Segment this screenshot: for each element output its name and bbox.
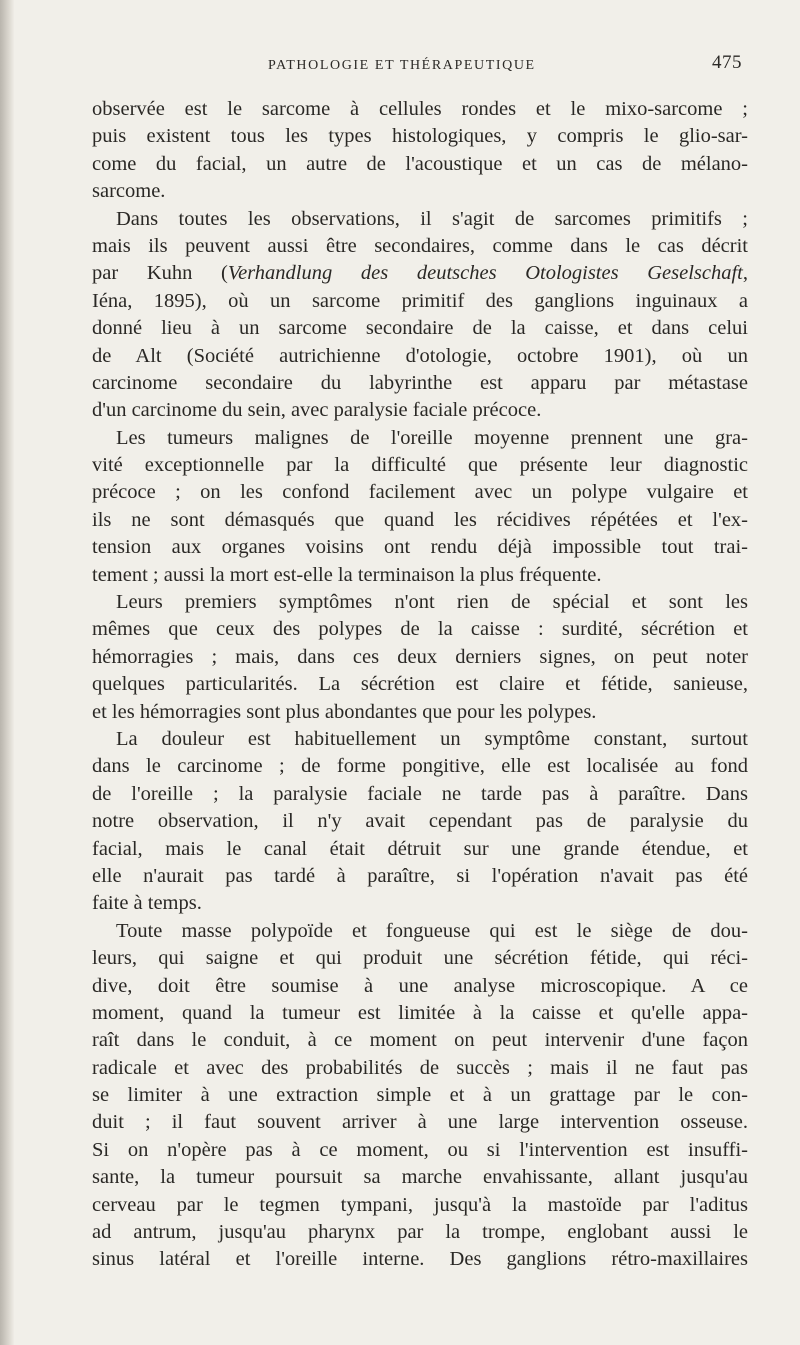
text-line: sante, la tumeur poursuit sa marche envahissante, allant jusqu'au: [92, 1166, 748, 1189]
text-line: et les hémorragies sont plus abondantes que pour les polypes.: [92, 700, 597, 723]
text-line: de Alt (Société autrichienne d'otologie, octobre 1901), où un: [92, 344, 748, 367]
text-line: donné lieu à un sarcome secondaire de la caisse, et dans celui: [92, 317, 748, 340]
text-line: Les tumeurs malignes de l'oreille moyenne prennent une gra-: [116, 426, 748, 449]
body-text: [92, 96, 748, 1274]
text-line: sinus latéral et l'oreille interne. Des ganglions rétro-maxillaires: [92, 1248, 748, 1271]
text-line: d'un carcinome du sein, avec paralysie faciale précoce.: [92, 399, 542, 422]
text-line: précoce ; on les confond facilement avec un polype vulgaire et: [92, 481, 748, 504]
text-line: Iéna, 1895), où un sarcome primitif des ganglions inguinaux a: [92, 289, 748, 312]
text-line: La douleur est habituellement un symptôme constant, surtout: [116, 727, 748, 750]
text-line: Toute masse polypoïde et fongueuse qui est le siège de dou-: [116, 919, 748, 942]
text-line: dans le carcinome ; de forme pongitive, elle est localisée au fond: [92, 755, 748, 778]
text-line: tement ; aussi la mort est-elle la terminaison la plus fréquente.: [92, 563, 602, 586]
text-line: come du facial, un autre de l'acoustique et un cas de mélano-: [92, 152, 748, 175]
text-line: puis existent tous les types histologiques, y compris le glio-sar-: [92, 125, 748, 148]
text-line: se limiter à une extraction simple et à un grattage par le con-: [92, 1084, 748, 1107]
text-line: duit ; il faut souvent arriver à une large intervention osseuse.: [92, 1111, 748, 1134]
running-title: PATHOLOGIE ET THÉRAPEUTIQUE: [268, 58, 536, 73]
text-line: observée est le sarcome à cellules rondes et le mixo-sarcome ;: [92, 98, 748, 120]
text-line: Si on n'opère pas à ce moment, ou si l'intervention est insuffi-: [92, 1138, 748, 1161]
text-line: dive, doit être soumise à une analyse microscopique. A ce: [92, 974, 748, 997]
running-header: [0, 52, 800, 82]
text-line: ils ne sont démasqués que quand les récidives répétées et l'ex-: [92, 508, 748, 531]
text-line: hémorragies ; mais, dans ces deux derniers signes, on peut noter: [92, 645, 748, 668]
text-line: facial, mais le canal était détruit sur une grande étendue, et: [92, 837, 748, 860]
text-line: mais ils peuvent aussi être secondaires, comme dans le cas décrit: [92, 234, 748, 257]
text-line: mêmes que ceux des polypes de la caisse : surdité, sécrétion et: [92, 618, 748, 641]
text-line: vité exceptionnelle par la difficulté que présente leur diagnostic: [92, 454, 748, 477]
text-line: faite à temps.: [92, 892, 202, 915]
text-line: sarcome.: [92, 180, 166, 203]
text-line: elle n'aurait pas tardé à paraître, si l'opération n'avait pas été: [92, 864, 748, 887]
text-line: quelques particularités. La sécrétion est claire et fétide, sanieuse,: [92, 673, 748, 696]
text-line: ad antrum, jusqu'au pharynx par la trompe, englobant aussi le: [92, 1221, 748, 1244]
text-line: radicale et avec des probabilités de succès ; mais il ne faut pas: [92, 1056, 748, 1079]
text-line: cerveau par le tegmen tympani, jusqu'à la mastoïde par l'aditus: [92, 1193, 748, 1216]
text-line: carcinome secondaire du labyrinthe est apparu par métastase: [92, 371, 748, 394]
text-line: par Kuhn (Verhandlung des deutsches Otologistes Geselschaft,: [92, 262, 748, 285]
text-line: notre observation, il n'y avait cependant pas de paralysie du: [92, 810, 748, 833]
text-line: raît dans le conduit, à ce moment on peut intervenir d'une façon: [92, 1029, 748, 1052]
page-gutter-shadow: [0, 0, 14, 1345]
page-number: 475: [712, 52, 742, 73]
text-line: Leurs premiers symptômes n'ont rien de spécial et sont les: [116, 591, 748, 614]
text-line: moment, quand la tumeur est limitée à la caisse et qu'elle appa-: [92, 1001, 748, 1024]
text-line: Dans toutes les observations, il s'agit de sarcomes primitifs ;: [116, 207, 748, 230]
text-line: leurs, qui saigne et qui produit une sécrétion fétide, qui réci-: [92, 947, 748, 970]
text-line: de l'oreille ; la paralysie faciale ne tarde pas à paraître. Dans: [92, 782, 748, 805]
text-line: tension aux organes voisins ont rendu déjà impossible tout trai-: [92, 536, 748, 559]
